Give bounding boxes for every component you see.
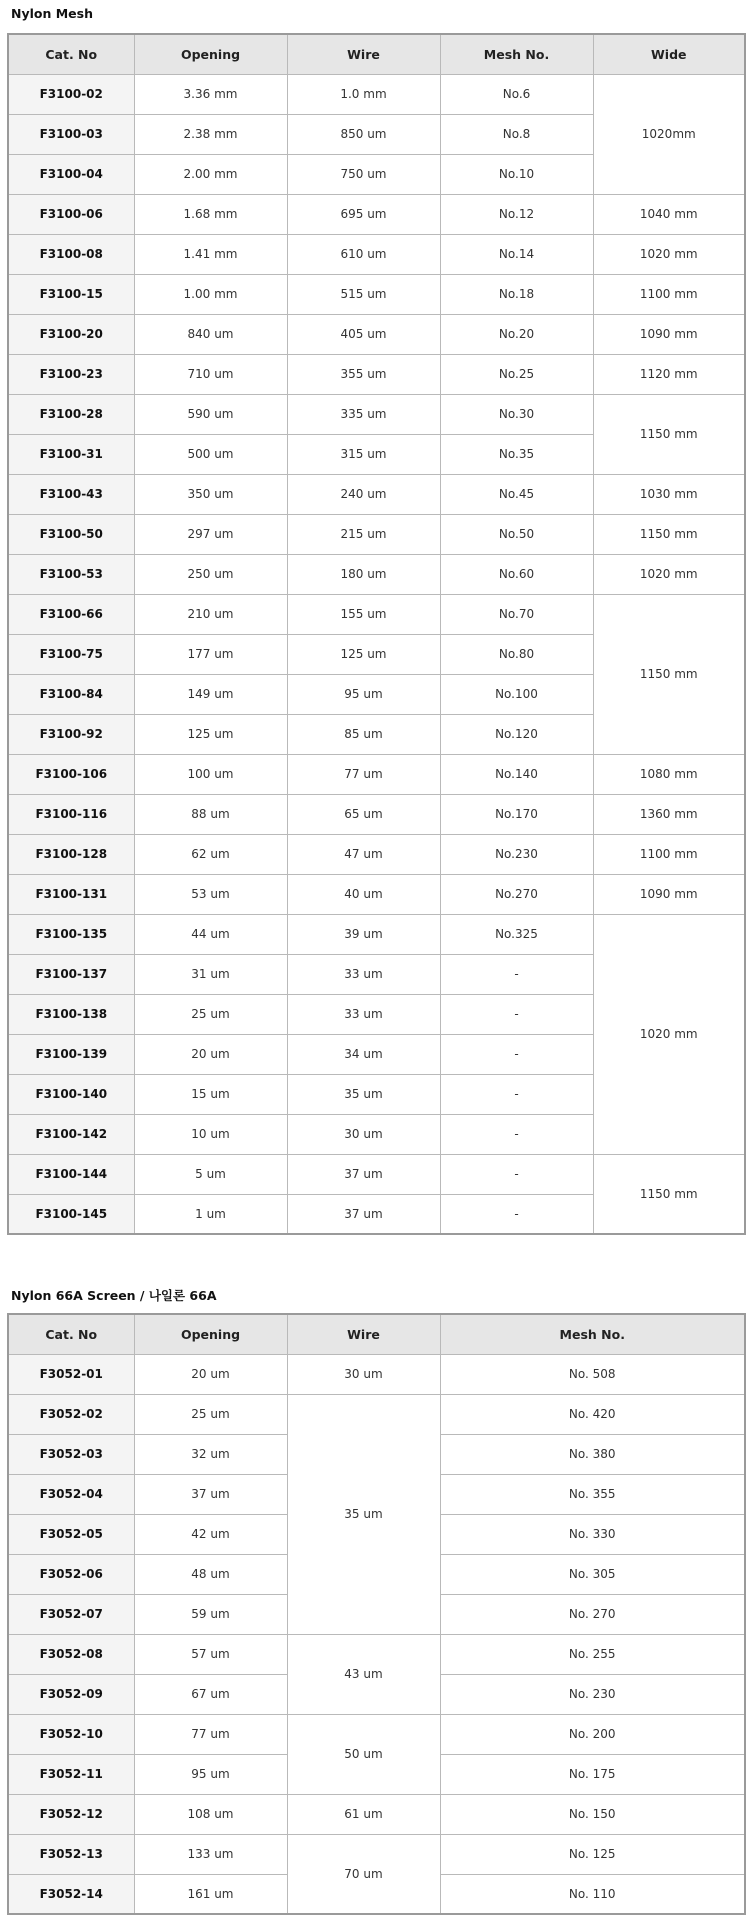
table-row: [8, 754, 745, 794]
wire-cell: 750 um: [287, 154, 440, 194]
cat-no-cell: F3100-03: [8, 114, 134, 154]
wide-cell: 1090 mm: [593, 874, 745, 914]
wire-cell: 30 um: [287, 1114, 440, 1154]
opening-cell: 161 um: [134, 1874, 287, 1914]
opening-cell: 37 um: [134, 1474, 287, 1514]
mesh-no-cell: No.100: [440, 674, 593, 714]
cat-no-cell: F3052-05: [8, 1514, 134, 1554]
mesh-no-cell: -: [440, 1034, 593, 1074]
mesh-no-cell: No. 355: [440, 1474, 745, 1514]
opening-cell: 100 um: [134, 754, 287, 794]
mesh-no-cell: -: [440, 1154, 593, 1194]
mesh-no-cell: No.80: [440, 634, 593, 674]
table-row: [8, 514, 745, 554]
mesh-no-cell: No.140: [440, 754, 593, 794]
table-row: [8, 394, 745, 434]
table-row: [8, 74, 745, 114]
wire-cell: 30 um: [287, 1354, 440, 1394]
mesh-no-cell: No.45: [440, 474, 593, 514]
mesh-no-cell: No.60: [440, 554, 593, 594]
mesh-no-cell: -: [440, 1194, 593, 1234]
wire-cell: 215 um: [287, 514, 440, 554]
wire-cell: 695 um: [287, 194, 440, 234]
opening-cell: 5 um: [134, 1154, 287, 1194]
wide-cell: 1020mm: [593, 74, 745, 194]
wire-cell: 39 um: [287, 914, 440, 954]
wide-cell: 1150 mm: [593, 514, 745, 554]
wire-cell: 77 um: [287, 754, 440, 794]
cat-no-cell: F3052-07: [8, 1594, 134, 1634]
opening-cell: 53 um: [134, 874, 287, 914]
wide-cell: 1150 mm: [593, 594, 745, 754]
cat-no-cell: F3052-14: [8, 1874, 134, 1914]
opening-cell: 42 um: [134, 1514, 287, 1554]
wire-cell: 70 um: [287, 1834, 440, 1914]
table-row: [8, 1794, 745, 1834]
mesh-no-cell: No. 508: [440, 1354, 745, 1394]
wire-cell: 50 um: [287, 1714, 440, 1794]
table-row: [8, 194, 745, 234]
cat-no-cell: F3100-04: [8, 154, 134, 194]
column-header-wire: Wire: [287, 1314, 440, 1354]
mesh-no-cell: No.30: [440, 394, 593, 434]
nylon-mesh-table: [7, 33, 746, 1235]
mesh-no-cell: No.6: [440, 74, 593, 114]
opening-cell: 10 um: [134, 1114, 287, 1154]
table-row: [8, 914, 745, 954]
mesh-no-cell: No.70: [440, 594, 593, 634]
opening-cell: 48 um: [134, 1554, 287, 1594]
table-row: [8, 834, 745, 874]
cat-no-cell: F3052-10: [8, 1714, 134, 1754]
cat-no-cell: F3100-138: [8, 994, 134, 1034]
wire-cell: 850 um: [287, 114, 440, 154]
cat-no-cell: F3100-20: [8, 314, 134, 354]
opening-cell: 20 um: [134, 1354, 287, 1394]
mesh-no-cell: No.8: [440, 114, 593, 154]
mesh-no-cell: -: [440, 954, 593, 994]
table-row: [8, 314, 745, 354]
mesh-no-cell: -: [440, 1074, 593, 1114]
wire-cell: 85 um: [287, 714, 440, 754]
wide-cell: 1080 mm: [593, 754, 745, 794]
column-header-mesh-no: Mesh No.: [440, 1314, 745, 1354]
wire-cell: 47 um: [287, 834, 440, 874]
cat-no-cell: F3052-02: [8, 1394, 134, 1434]
section-title-nylon-66a: Nylon 66A Screen / 나일론 66A: [11, 1288, 217, 1303]
mesh-no-cell: No. 270: [440, 1594, 745, 1634]
opening-cell: 590 um: [134, 394, 287, 434]
wire-cell: 335 um: [287, 394, 440, 434]
table-row: [8, 554, 745, 594]
mesh-no-cell: No.10: [440, 154, 593, 194]
opening-cell: 177 um: [134, 634, 287, 674]
mesh-no-cell: No.14: [440, 234, 593, 274]
mesh-no-cell: No.18: [440, 274, 593, 314]
cat-no-cell: F3100-15: [8, 274, 134, 314]
opening-cell: 31 um: [134, 954, 287, 994]
wire-cell: 35 um: [287, 1074, 440, 1114]
wide-cell: 1100 mm: [593, 834, 745, 874]
opening-cell: 125 um: [134, 714, 287, 754]
wire-cell: 43 um: [287, 1634, 440, 1714]
wire-cell: 610 um: [287, 234, 440, 274]
opening-cell: 67 um: [134, 1674, 287, 1714]
table-row: [8, 1154, 745, 1194]
opening-cell: 15 um: [134, 1074, 287, 1114]
cat-no-cell: F3100-144: [8, 1154, 134, 1194]
opening-cell: 2.00 mm: [134, 154, 287, 194]
mesh-no-cell: No. 150: [440, 1794, 745, 1834]
wire-cell: 355 um: [287, 354, 440, 394]
cat-no-cell: F3052-03: [8, 1434, 134, 1474]
nylon-66a-table: [7, 1313, 746, 1915]
wide-cell: 1030 mm: [593, 474, 745, 514]
cat-no-cell: F3100-128: [8, 834, 134, 874]
cat-no-cell: F3100-75: [8, 634, 134, 674]
cat-no-cell: F3052-06: [8, 1554, 134, 1594]
opening-cell: 108 um: [134, 1794, 287, 1834]
mesh-no-cell: No.270: [440, 874, 593, 914]
mesh-no-cell: -: [440, 994, 593, 1034]
cat-no-cell: F3100-43: [8, 474, 134, 514]
table-row: [8, 1354, 745, 1394]
table-row: [8, 234, 745, 274]
opening-cell: 350 um: [134, 474, 287, 514]
cat-no-cell: F3100-137: [8, 954, 134, 994]
wire-cell: 34 um: [287, 1034, 440, 1074]
cat-no-cell: F3052-08: [8, 1634, 134, 1674]
cat-no-cell: F3100-53: [8, 554, 134, 594]
column-header-mesh-no: Mesh No.: [440, 34, 593, 74]
opening-cell: 95 um: [134, 1754, 287, 1794]
cat-no-cell: F3100-135: [8, 914, 134, 954]
cat-no-cell: F3100-131: [8, 874, 134, 914]
wire-cell: 315 um: [287, 434, 440, 474]
opening-cell: 210 um: [134, 594, 287, 634]
table-row: [8, 474, 745, 514]
wire-cell: 515 um: [287, 274, 440, 314]
cat-no-cell: F3100-106: [8, 754, 134, 794]
mesh-no-cell: No. 305: [440, 1554, 745, 1594]
wire-cell: 33 um: [287, 994, 440, 1034]
wide-cell: 1150 mm: [593, 1154, 745, 1234]
wide-cell: 1020 mm: [593, 554, 745, 594]
opening-cell: 3.36 mm: [134, 74, 287, 114]
opening-cell: 1.00 mm: [134, 274, 287, 314]
cat-no-cell: F3100-84: [8, 674, 134, 714]
table-row: [8, 874, 745, 914]
opening-cell: 2.38 mm: [134, 114, 287, 154]
cat-no-cell: F3100-139: [8, 1034, 134, 1074]
table-row: [8, 1834, 745, 1874]
wire-cell: 95 um: [287, 674, 440, 714]
wire-cell: 37 um: [287, 1154, 440, 1194]
cat-no-cell: F3100-140: [8, 1074, 134, 1114]
table-row: [8, 794, 745, 834]
mesh-no-cell: No.120: [440, 714, 593, 754]
wire-cell: 125 um: [287, 634, 440, 674]
opening-cell: 88 um: [134, 794, 287, 834]
mesh-no-cell: No. 230: [440, 1674, 745, 1714]
wire-cell: 37 um: [287, 1194, 440, 1234]
cat-no-cell: F3052-09: [8, 1674, 134, 1714]
cat-no-cell: F3052-13: [8, 1834, 134, 1874]
wire-cell: 61 um: [287, 1794, 440, 1834]
column-header-cat-no: Cat. No: [8, 34, 134, 74]
opening-cell: 25 um: [134, 1394, 287, 1434]
opening-cell: 57 um: [134, 1634, 287, 1674]
mesh-no-cell: No.12: [440, 194, 593, 234]
column-header-opening: Opening: [134, 1314, 287, 1354]
wire-cell: 1.0 mm: [287, 74, 440, 114]
opening-cell: 1.68 mm: [134, 194, 287, 234]
opening-cell: 20 um: [134, 1034, 287, 1074]
opening-cell: 32 um: [134, 1434, 287, 1474]
mesh-no-cell: No.325: [440, 914, 593, 954]
wide-cell: 1100 mm: [593, 274, 745, 314]
mesh-no-cell: No. 380: [440, 1434, 745, 1474]
opening-cell: 1.41 mm: [134, 234, 287, 274]
cat-no-cell: F3100-66: [8, 594, 134, 634]
cat-no-cell: F3052-12: [8, 1794, 134, 1834]
table-header-row: [8, 1314, 745, 1354]
cat-no-cell: F3100-142: [8, 1114, 134, 1154]
cat-no-cell: F3100-23: [8, 354, 134, 394]
cat-no-cell: F3052-04: [8, 1474, 134, 1514]
column-header-wide: Wide: [593, 34, 745, 74]
wire-cell: 33 um: [287, 954, 440, 994]
cat-no-cell: F3100-50: [8, 514, 134, 554]
wire-cell: 405 um: [287, 314, 440, 354]
mesh-no-cell: No. 420: [440, 1394, 745, 1434]
mesh-no-cell: No. 200: [440, 1714, 745, 1754]
opening-cell: 59 um: [134, 1594, 287, 1634]
opening-cell: 1 um: [134, 1194, 287, 1234]
cat-no-cell: F3052-01: [8, 1354, 134, 1394]
mesh-no-cell: No.25: [440, 354, 593, 394]
mesh-no-cell: No. 110: [440, 1874, 745, 1914]
wide-cell: 1150 mm: [593, 394, 745, 474]
cat-no-cell: F3100-31: [8, 434, 134, 474]
wide-cell: 1020 mm: [593, 234, 745, 274]
section-title-nylon-mesh: Nylon Mesh: [11, 6, 93, 21]
opening-cell: 710 um: [134, 354, 287, 394]
mesh-no-cell: No. 330: [440, 1514, 745, 1554]
wide-cell: 1090 mm: [593, 314, 745, 354]
cat-no-cell: F3052-11: [8, 1754, 134, 1794]
mesh-no-cell: -: [440, 1114, 593, 1154]
mesh-no-cell: No. 175: [440, 1754, 745, 1794]
opening-cell: 297 um: [134, 514, 287, 554]
opening-cell: 44 um: [134, 914, 287, 954]
opening-cell: 25 um: [134, 994, 287, 1034]
column-header-cat-no: Cat. No: [8, 1314, 134, 1354]
cat-no-cell: F3100-02: [8, 74, 134, 114]
mesh-no-cell: No.35: [440, 434, 593, 474]
wire-cell: 180 um: [287, 554, 440, 594]
wire-cell: 155 um: [287, 594, 440, 634]
mesh-no-cell: No.20: [440, 314, 593, 354]
opening-cell: 149 um: [134, 674, 287, 714]
table-row: [8, 1394, 745, 1434]
column-header-opening: Opening: [134, 34, 287, 74]
cat-no-cell: F3100-06: [8, 194, 134, 234]
opening-cell: 840 um: [134, 314, 287, 354]
table-row: [8, 1714, 745, 1754]
mesh-no-cell: No.230: [440, 834, 593, 874]
cat-no-cell: F3100-08: [8, 234, 134, 274]
table-row: [8, 354, 745, 394]
column-header-wire: Wire: [287, 34, 440, 74]
table-row: [8, 1634, 745, 1674]
wide-cell: 1040 mm: [593, 194, 745, 234]
mesh-no-cell: No. 125: [440, 1834, 745, 1874]
wire-cell: 40 um: [287, 874, 440, 914]
wide-cell: 1360 mm: [593, 794, 745, 834]
opening-cell: 77 um: [134, 1714, 287, 1754]
wide-cell: 1020 mm: [593, 914, 745, 1154]
table-header-row: [8, 34, 745, 74]
mesh-no-cell: No. 255: [440, 1634, 745, 1674]
cat-no-cell: F3100-116: [8, 794, 134, 834]
wire-cell: 35 um: [287, 1394, 440, 1634]
wire-cell: 65 um: [287, 794, 440, 834]
table-row: [8, 274, 745, 314]
table-row: [8, 594, 745, 634]
opening-cell: 500 um: [134, 434, 287, 474]
wide-cell: 1120 mm: [593, 354, 745, 394]
opening-cell: 62 um: [134, 834, 287, 874]
cat-no-cell: F3100-28: [8, 394, 134, 434]
cat-no-cell: F3100-145: [8, 1194, 134, 1234]
mesh-no-cell: No.50: [440, 514, 593, 554]
wire-cell: 240 um: [287, 474, 440, 514]
cat-no-cell: F3100-92: [8, 714, 134, 754]
mesh-no-cell: No.170: [440, 794, 593, 834]
opening-cell: 250 um: [134, 554, 287, 594]
opening-cell: 133 um: [134, 1834, 287, 1874]
